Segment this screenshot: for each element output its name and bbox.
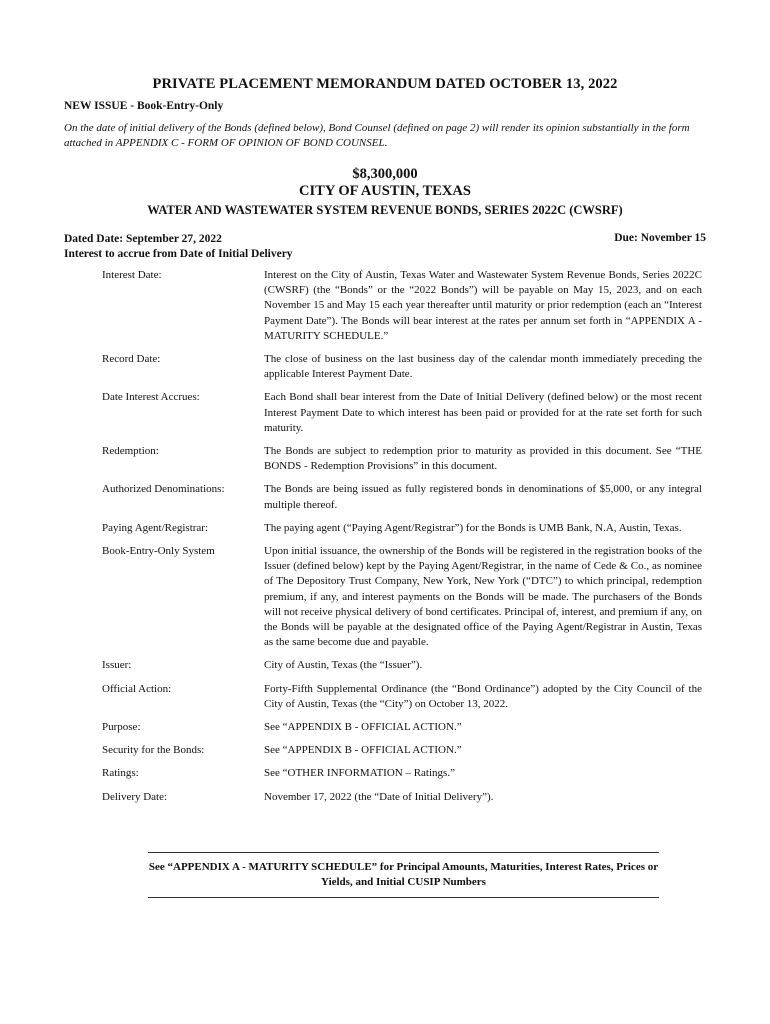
dated-date: Dated Date: September 27, 2022 <box>64 233 222 245</box>
term-label: Redemption: <box>102 445 159 458</box>
issuer-name: CITY OF AUSTIN, TEXAS <box>299 183 471 199</box>
term-value: The Bonds are being issued as fully registered bonds in denominations of $5,000, or any integral multiple thereof. <box>264 483 702 511</box>
bond-counsel-opinion-note: On the date of initial delivery of the Bonds (defined below), Bond Counsel (defined on page 2) will render its opinion substantially in the form attached in APPENDIX C - FORM OF OPINION OF BOND COUNSEL. <box>64 122 690 149</box>
term-value: See “APPENDIX B - OFFICIAL ACTION.” <box>264 744 462 757</box>
term-label: Date Interest Accrues: <box>102 391 200 404</box>
new-issue-label: NEW ISSUE - Book-Entry-Only <box>64 100 224 112</box>
memorandum-title: PRIVATE PLACEMENT MEMORANDUM DATED OCTOBER 13, 2022 <box>152 76 618 92</box>
term-row <box>102 390 702 436</box>
dated-date-block <box>64 232 293 262</box>
term-label: Ratings: <box>102 767 139 780</box>
term-row <box>102 482 702 512</box>
term-value: City of Austin, Texas (the “Issuer”). <box>264 659 423 672</box>
term-row <box>102 268 702 344</box>
term-value: Interest on the City of Austin, Texas Water and Wastewater System Revenue Bonds, Series 2022C (CWSRF) (the “Bonds” or the “2022 Bonds”) will be payable on May 15, 2023, and on each November 15 and May 15 each year thereafter until maturity or prior redemption (each an “Interest Payment Date”). The Bonds will bear interest at the rates per annum set forth in “APPENDIX A - MATURITY SCHEDULE.” <box>264 269 702 342</box>
term-row <box>102 766 702 781</box>
term-row <box>102 521 702 536</box>
interest-accrual-note: Interest to accrue from Date of Initial Delivery <box>64 248 293 260</box>
term-label: Purpose: <box>102 721 141 734</box>
term-label: Issuer: <box>102 659 132 672</box>
term-label: Interest Date: <box>102 269 162 281</box>
divider-line <box>148 897 659 898</box>
due-date: Due: November 15 <box>614 232 706 244</box>
term-label: Official Action: <box>102 682 172 695</box>
term-row <box>102 743 702 758</box>
term-label: Delivery Date: <box>102 790 168 803</box>
term-row <box>102 720 702 735</box>
term-value: The paying agent (“Paying Agent/Registrar”) for the Bonds is UMB Bank, N.A, Austin, Texas. <box>264 521 682 534</box>
term-row <box>102 544 702 650</box>
term-row <box>102 352 702 382</box>
term-value: The Bonds are subject to redemption prior to maturity as provided in this document. See “THE BONDS - Redemption Provisions” in this document. <box>264 445 702 473</box>
term-label: Security for the Bonds: <box>102 744 205 757</box>
term-value: November 17, 2022 (the “Date of Initial Delivery”). <box>264 790 494 803</box>
term-value: Forty-Fifth Supplemental Ordinance (the “Bond Ordinance”) adopted by the City Council of the City of Austin, Texas (the “City”) on October 13, 2022. <box>264 682 702 710</box>
maturity-schedule-reference: See “APPENDIX A - MATURITY SCHEDULE” for Principal Amounts, Maturities, Interest Rates, Prices or Yields, and Initial CUSIP Numbers <box>148 861 659 888</box>
term-value: The close of business on the last business day of the calendar month immediately preceding the applicable Interest Payment Date. <box>264 353 702 381</box>
term-value: See “APPENDIX B - OFFICIAL ACTION.” <box>264 721 462 734</box>
term-label: Record Date: <box>102 353 161 366</box>
term-row <box>102 658 702 673</box>
term-value: Each Bond shall bear interest from the Date of Initial Delivery (defined below) or the most recent Interest Payment Date to which interest has been paid or provided for at the rate set forth for such maturity. <box>264 391 702 434</box>
bond-terms-list <box>102 268 702 805</box>
term-value: Upon initial issuance, the ownership of the Bonds will be registered in the registration books of the Issuer (defined below) kept by the Paying Agent/Registrar, in the name of Cede & Co., as nominee of The Depository Trust Company, New York, New York (“DTC”) to which principal, redemption premium, if any, and interest payments on the Bonds will be made. The purchasers of the Bonds will not receive physical delivery of bond certificates. Principal of, interest, and premium if any, on the Bonds will be payable at the designated office of the Paying Agent/Registrar in Austin, Texas as the same become due and payable. <box>264 545 702 649</box>
term-label: Book-Entry-Only System <box>102 545 215 558</box>
term-row <box>102 790 702 805</box>
offering-amount: $8,300,000 <box>352 166 418 182</box>
divider-line <box>148 852 659 853</box>
term-row <box>102 682 702 712</box>
bond-series-title: WATER AND WASTEWATER SYSTEM REVENUE BONDS, SERIES 2022C (CWSRF) <box>147 203 623 217</box>
term-row <box>102 444 702 474</box>
term-label: Paying Agent/Registrar: <box>102 521 209 534</box>
term-value: See “OTHER INFORMATION – Ratings.” <box>264 767 455 780</box>
term-label: Authorized Denominations: <box>102 483 225 496</box>
